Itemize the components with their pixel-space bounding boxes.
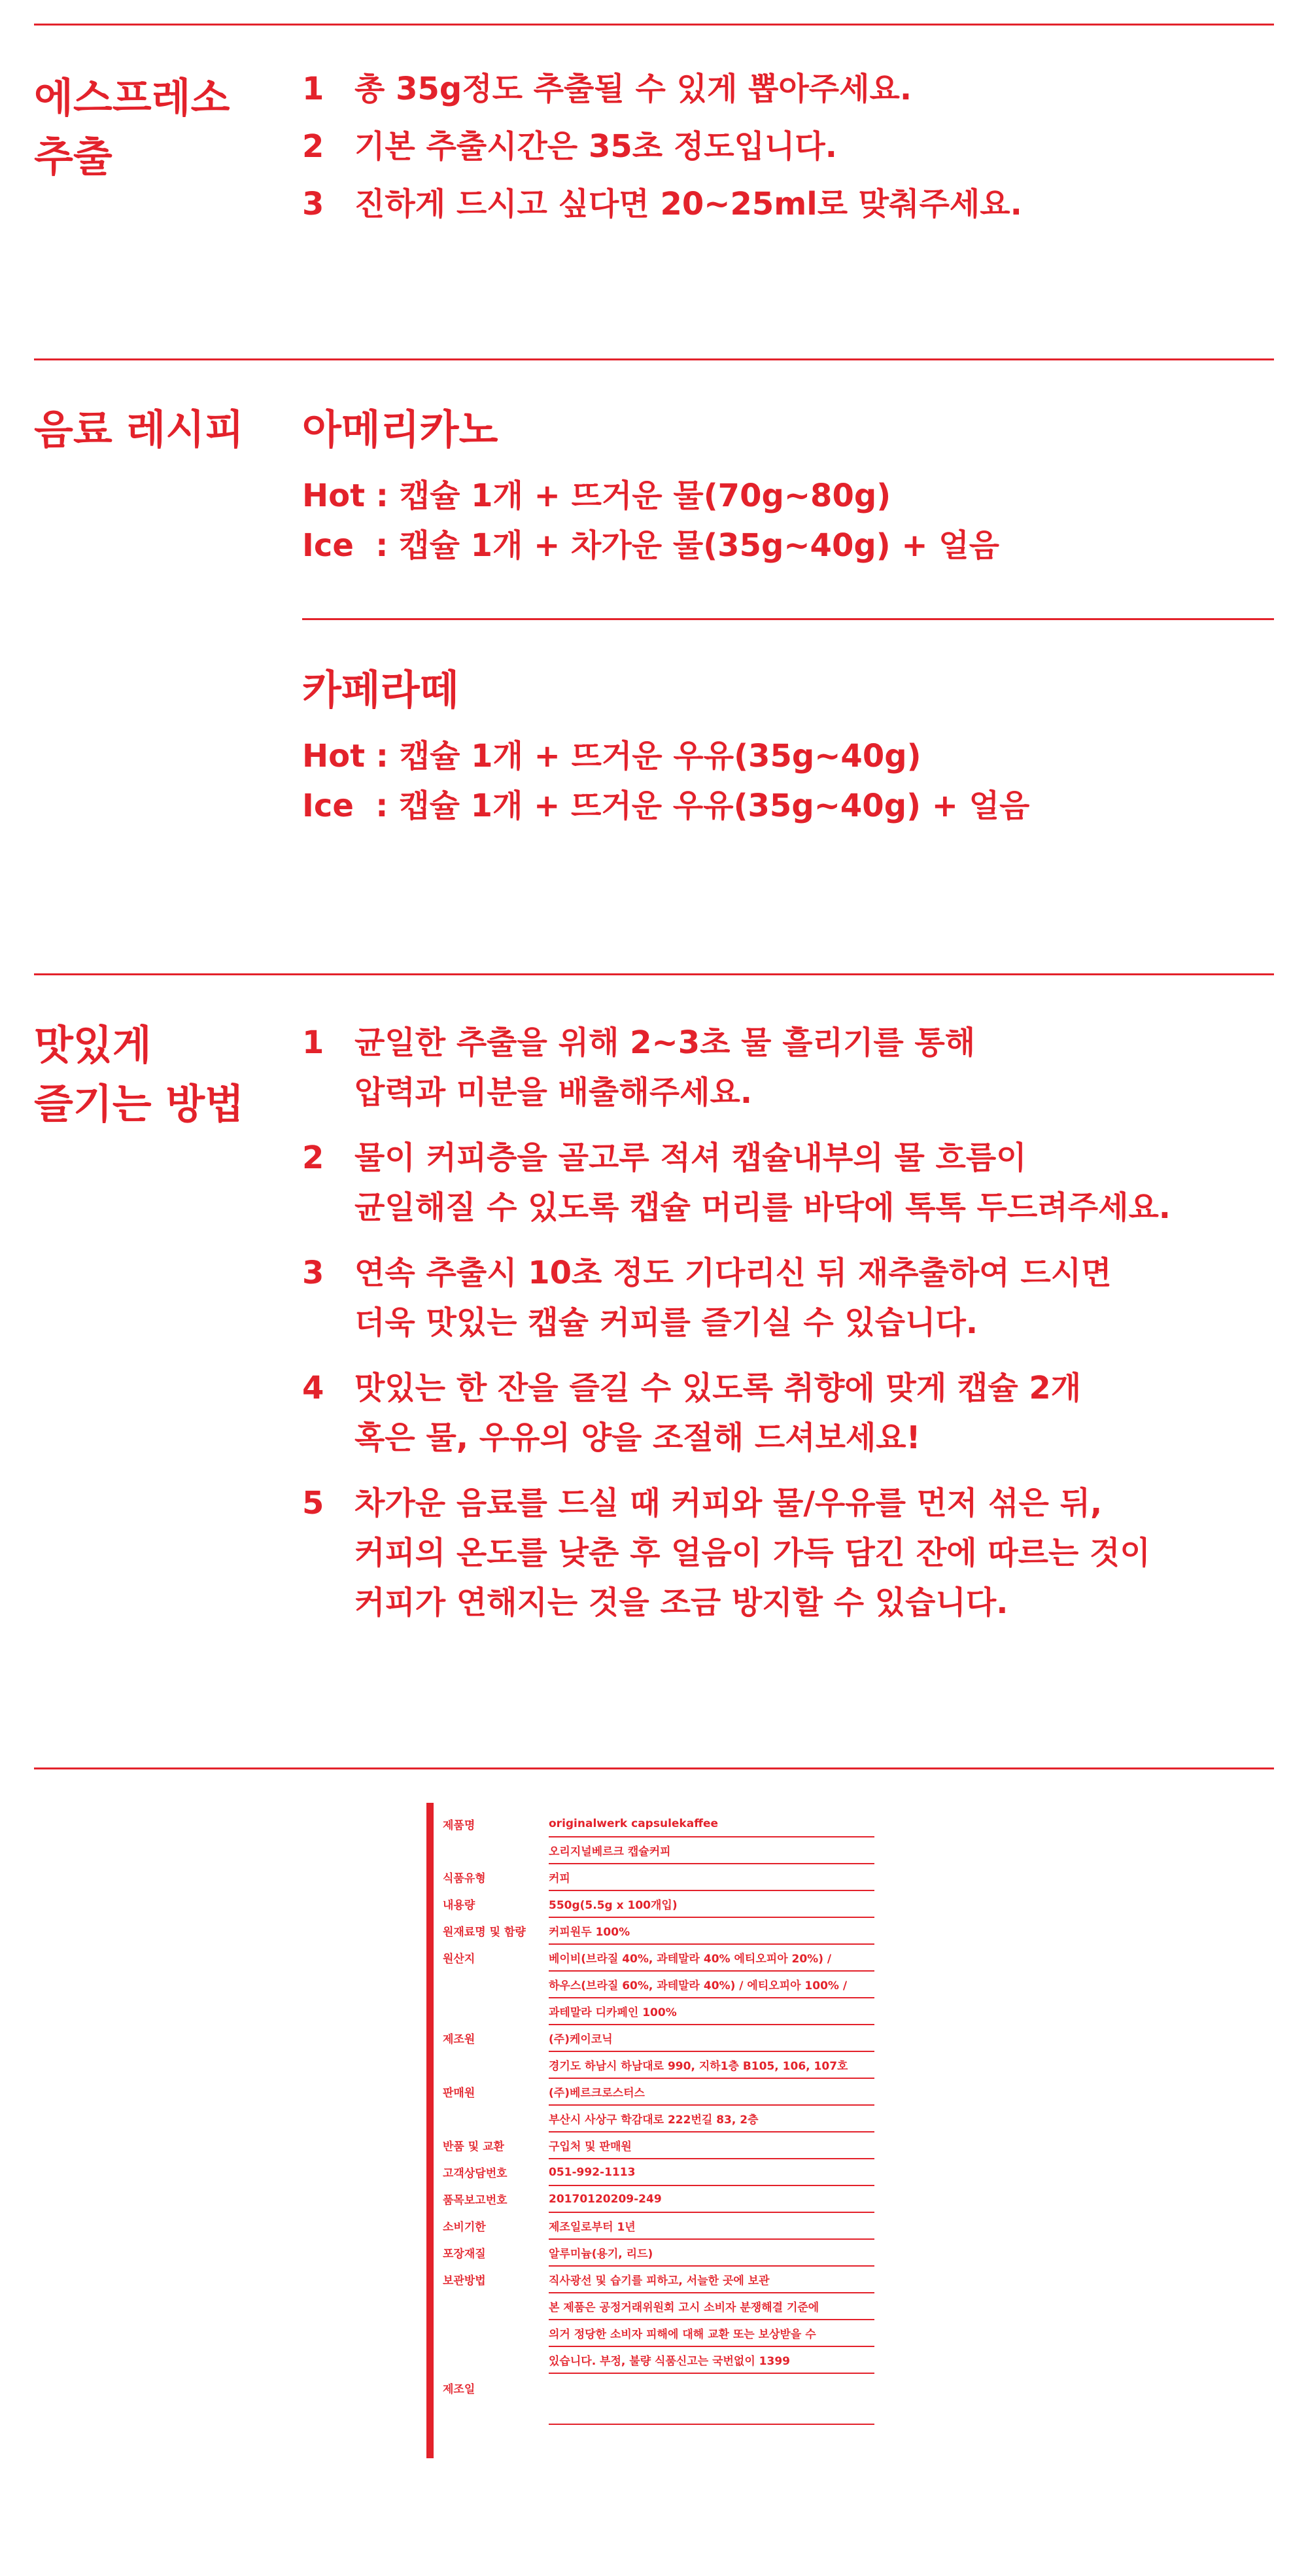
info-row xyxy=(443,2025,874,2051)
info-label xyxy=(443,1837,549,1864)
info-row xyxy=(443,2132,874,2159)
info-value: 커피 xyxy=(549,1864,874,1890)
info-label xyxy=(443,1998,549,2025)
info-row xyxy=(443,1917,874,1944)
product-info-accent-bar xyxy=(426,1803,434,2458)
info-value: 의거 정당한 소비자 피해에 대해 교환 또는 보상받을 수 xyxy=(549,2320,874,2346)
info-row xyxy=(443,2239,874,2266)
info-row xyxy=(443,1971,874,1998)
info-value: 부산시 사상구 학감대로 222번길 83, 2층 xyxy=(549,2105,874,2132)
section-divider-info xyxy=(34,1767,1274,1769)
tip-line: 커피가 연해지는 것을 조금 방지할 수 있습니다. xyxy=(354,1584,1008,1621)
info-label: 판매원 xyxy=(443,2087,475,2100)
tips-title-line-1: 맛있게 xyxy=(34,1021,152,1069)
tip-item xyxy=(302,1018,1171,1117)
info-row xyxy=(443,2051,874,2078)
info-label: 식품유형 xyxy=(443,1872,486,1885)
info-label: 제품명 xyxy=(443,1819,475,1832)
tips-section-title xyxy=(34,1016,244,1134)
tip-text xyxy=(354,1363,1081,1463)
tips-list xyxy=(302,1018,1171,1643)
recipe-divider xyxy=(302,618,1274,620)
info-value: 051-992-1113 xyxy=(549,2159,874,2185)
tip-line: 커피의 온도를 낮춘 후 얼음이 가득 담긴 잔에 따르는 것이 xyxy=(354,1535,1150,1571)
info-value: 직사광선 및 습기를 피하고, 서늘한 곳에 보관 xyxy=(549,2266,874,2293)
info-label xyxy=(443,2320,549,2346)
info-row xyxy=(443,2320,874,2346)
info-value: 본 제품은 공정거래위원회 고시 소비자 분쟁해결 기준에 xyxy=(549,2293,874,2320)
tip-number: 2 xyxy=(302,1140,324,1176)
info-value: 있습니다. 부정, 불량 식품신고는 국번없이 1399 xyxy=(549,2346,874,2373)
info-value: 베이비(브라질 40%, 과테말라 40% 에티오피아 20%) / xyxy=(549,1944,874,1971)
tip-item xyxy=(302,1363,1171,1463)
tip-text xyxy=(354,1018,975,1117)
info-row xyxy=(443,1890,874,1917)
step-number: 3 xyxy=(302,186,324,222)
step-number: 2 xyxy=(302,128,324,165)
info-row xyxy=(443,1998,874,2025)
info-value: 과테말라 디카페인 100% xyxy=(549,1998,874,2025)
step-text: 기본 추출시간은 35초 정도입니다. xyxy=(354,128,837,165)
product-info-table xyxy=(426,1803,878,2458)
info-row xyxy=(443,1837,874,1864)
info-value: 550g(5.5g x 100개입) xyxy=(549,1890,874,1917)
tip-line: 균일한 추출을 위해 2~3초 물 흘리기를 통해 xyxy=(354,1024,976,1061)
section-divider-recipe xyxy=(34,358,1274,360)
espresso-title-line-1: 에스프레소 xyxy=(34,74,230,122)
info-label: 제조일 xyxy=(443,2383,475,2396)
recipe-section-title: 음료 레시피 xyxy=(34,406,245,453)
info-label xyxy=(443,1971,549,1998)
tip-line: 맛있는 한 잔을 즐길 수 있도록 취향에 맞게 캡슐 2개 xyxy=(354,1370,1082,1406)
tip-line: 차가운 음료를 드실 때 커피와 물/우유를 먼저 섞은 뒤, xyxy=(354,1485,1103,1522)
recipe-name: 카페라떼 xyxy=(302,666,459,714)
info-row xyxy=(443,1944,874,1971)
info-row xyxy=(443,2105,874,2132)
info-row xyxy=(443,2346,874,2373)
step-text: 진하게 드시고 싶다면 20~25ml로 맞춰주세요. xyxy=(354,186,1022,222)
tip-line: 물이 커피층을 골고루 적셔 캡슐내부의 물 흐름이 xyxy=(354,1140,1027,1176)
tip-number: 1 xyxy=(302,1024,324,1061)
tip-number: 3 xyxy=(302,1255,324,1291)
info-label: 제조원 xyxy=(443,2033,475,2046)
tips-title-line-2: 즐기는 방법 xyxy=(34,1080,245,1128)
info-value: 알루미늄(용기, 리드) xyxy=(549,2239,874,2266)
tip-text xyxy=(354,1248,1112,1348)
espresso-step xyxy=(302,60,1022,118)
info-value: 제조일로부터 1년 xyxy=(549,2212,874,2239)
info-row xyxy=(443,2212,874,2239)
info-row xyxy=(443,2373,874,2424)
recipe-cafe-latte xyxy=(302,661,1029,831)
tip-line: 연속 추출시 10초 정도 기다리신 뒤 재추출하여 드시면 xyxy=(354,1255,1112,1291)
info-row xyxy=(443,2185,874,2212)
info-row xyxy=(443,2293,874,2320)
recipe-ice: Ice : 캡슐 1개 + 차가운 물(35g~40g) + 얼음 xyxy=(302,527,1000,564)
recipe-hot: Hot : 캡슐 1개 + 뜨거운 물(70g~80g) xyxy=(302,478,891,514)
info-value: 경기도 하남시 하남대로 990, 지하1층 B105, 106, 107호 xyxy=(549,2051,874,2078)
tip-item xyxy=(302,1478,1171,1627)
tip-line: 압력과 미분을 배출해주세요. xyxy=(354,1074,753,1111)
info-row xyxy=(443,2266,874,2293)
info-value: 커피원두 100% xyxy=(549,1917,874,1944)
info-value xyxy=(549,2373,874,2424)
recipe-hot: Hot : 캡슐 1개 + 뜨거운 우유(35g~40g) xyxy=(302,738,921,775)
tip-line: 혹은 물, 우유의 양을 조절해 드셔보세요! xyxy=(354,1419,921,1456)
step-number: 1 xyxy=(302,71,324,107)
info-value: 하우스(브라질 60%, 과테말라 40%) / 에티오피아 100% / xyxy=(549,1971,874,1998)
espresso-title-line-2: 추출 xyxy=(34,133,112,181)
info-label: 내용량 xyxy=(443,1899,475,1912)
info-label: 포장재질 xyxy=(443,2248,486,2261)
tip-line: 더욱 맛있는 캡슐 커피를 즐기실 수 있습니다. xyxy=(354,1304,978,1341)
product-info-grid xyxy=(443,1811,874,2425)
tip-number: 4 xyxy=(302,1370,324,1406)
info-label xyxy=(443,2051,549,2078)
info-value: (주)베르크로스터스 xyxy=(549,2078,874,2105)
espresso-section-title xyxy=(34,69,230,186)
info-row xyxy=(443,2078,874,2105)
tip-item xyxy=(302,1133,1171,1232)
section-divider-top xyxy=(34,24,1274,26)
espresso-step xyxy=(302,118,1022,175)
step-text: 총 35g정도 추출될 수 있게 뽑아주세요. xyxy=(354,71,912,107)
info-label: 반품 및 교환 xyxy=(443,2140,504,2153)
tip-number: 5 xyxy=(302,1485,324,1522)
info-row xyxy=(443,1864,874,1890)
recipe-americano xyxy=(302,400,999,570)
info-value: 구입처 및 판매원 xyxy=(549,2132,874,2159)
info-label: 원산지 xyxy=(443,1953,475,1966)
info-label xyxy=(443,2346,549,2373)
tip-text xyxy=(354,1478,1150,1627)
info-label: 원재료명 및 함량 xyxy=(443,1926,526,1939)
recipe-name: 아메리카노 xyxy=(302,406,498,453)
info-value: 20170120209-249 xyxy=(549,2185,874,2212)
info-value: originalwerk capsulekaffee xyxy=(549,1811,874,1837)
espresso-step xyxy=(302,175,1022,233)
tip-item xyxy=(302,1248,1171,1348)
info-value: (주)케이코닉 xyxy=(549,2025,874,2051)
tip-line: 균일해질 수 있도록 캡슐 머리를 바닥에 톡톡 두드려주세요. xyxy=(354,1189,1171,1226)
info-label: 고객상담번호 xyxy=(443,2167,508,2180)
info-label xyxy=(443,2105,549,2132)
section-divider-tips xyxy=(34,973,1274,975)
tip-text xyxy=(354,1133,1171,1232)
info-label: 품목보고번호 xyxy=(443,2194,508,2207)
info-label xyxy=(443,2293,549,2320)
info-label: 소비기한 xyxy=(443,2221,486,2234)
espresso-steps xyxy=(302,60,1022,233)
info-row xyxy=(443,2159,874,2185)
recipe-ice: Ice : 캡슐 1개 + 뜨거운 우유(35g~40g) + 얼음 xyxy=(302,788,1030,824)
info-label: 보관방법 xyxy=(443,2274,486,2288)
info-value: 오리지널베르크 캡슐커피 xyxy=(549,1837,874,1864)
info-row xyxy=(443,1811,874,1837)
